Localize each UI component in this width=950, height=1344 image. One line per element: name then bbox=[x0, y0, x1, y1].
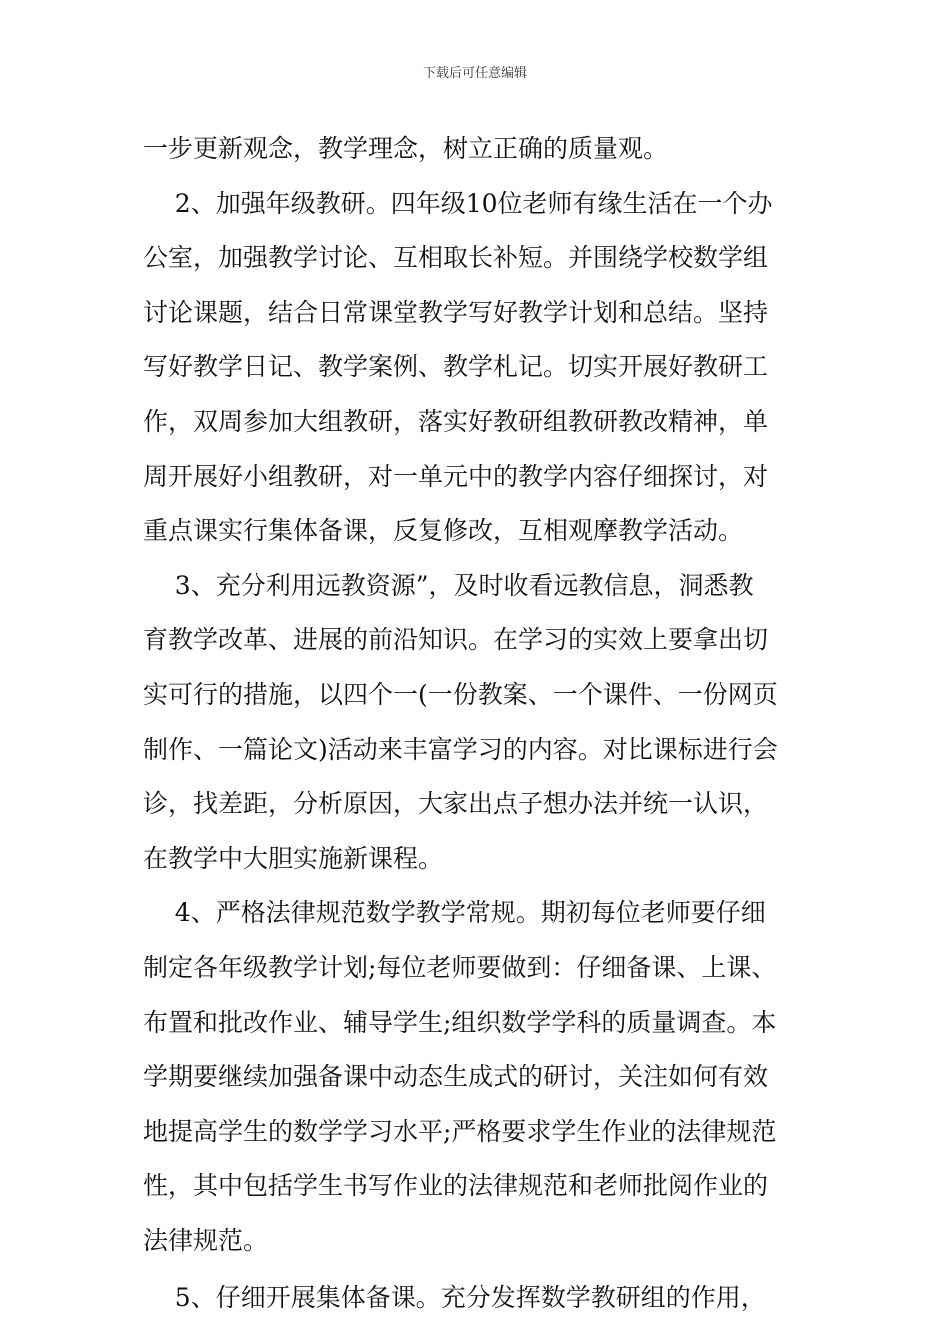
body-text bbox=[143, 122, 811, 1326]
text-line: 作，双周参加大组教研，落实好教研组教研教改精神，单 bbox=[143, 406, 769, 436]
text-line: 5、仔细开展集体备课。充分发挥数学教研组的作用， bbox=[143, 1283, 766, 1313]
text-line: 写好教学日记、教学案例、教学札记。切实开展好教研工 bbox=[143, 352, 769, 382]
text-line: 布置和批改作业、辅导学生;组织数学学科的质量调查。本 bbox=[143, 1007, 777, 1037]
text-line: 周开展好小组教研，对一单元中的教学内容仔细探讨，对 bbox=[143, 461, 769, 491]
text-line: 在教学中大胆实施新课程。 bbox=[143, 843, 444, 873]
text-line: 一步更新观念，教学理念，树立正确的质量观。 bbox=[143, 134, 669, 163]
text-line: 制定各年级教学计划;每位老师要做到：仔细备课、上课、 bbox=[143, 952, 777, 982]
text-line: 学期要继续加强备课中动态生成式的研讨，关注如何有效 bbox=[143, 1062, 769, 1092]
text-line: 实可行的措施，以四个一(一份教案、一个课件、一份网页 bbox=[143, 679, 778, 709]
text-line: 2、加强年级教研。四年级10位老师有缘生活在一个办 bbox=[143, 188, 773, 218]
text-line: 育教学改革、进展的前沿知识。在学习的实效上要拿出切 bbox=[143, 625, 769, 655]
text-line: 4、严格法律规范数学教学常规。期初每位老师要仔细 bbox=[143, 898, 766, 928]
text-line: 重点课实行集体备课，反复修改，互相观摩教学活动。 bbox=[143, 516, 744, 546]
page-header-note: 下载后可任意编辑 bbox=[422, 66, 527, 81]
text-line: 性，其中包括学生书写作业的法律规范和老师批阅作业的 bbox=[143, 1171, 769, 1201]
text-line: 公室，加强教学讨论、互相取长补短。并围绕学校数学组 bbox=[143, 243, 769, 273]
text-line: 诊，找差距，分析原因，大家出点子想办法并统一认识， bbox=[143, 789, 769, 819]
text-line: 3、充分利用远教资源”，及时收看远教信息，洞悉教 bbox=[143, 570, 754, 600]
text-line: 地提高学生的数学学习水平;严格要求学生作业的法律规范 bbox=[143, 1116, 777, 1146]
text-line: 法律规范。 bbox=[143, 1225, 269, 1255]
text-line: 制作、一篇论文)活动来丰富学习的内容。对比课标进行会 bbox=[143, 734, 778, 764]
text-line: 讨论课题，结合日常课堂教学写好教学计划和总结。坚持 bbox=[143, 297, 769, 327]
